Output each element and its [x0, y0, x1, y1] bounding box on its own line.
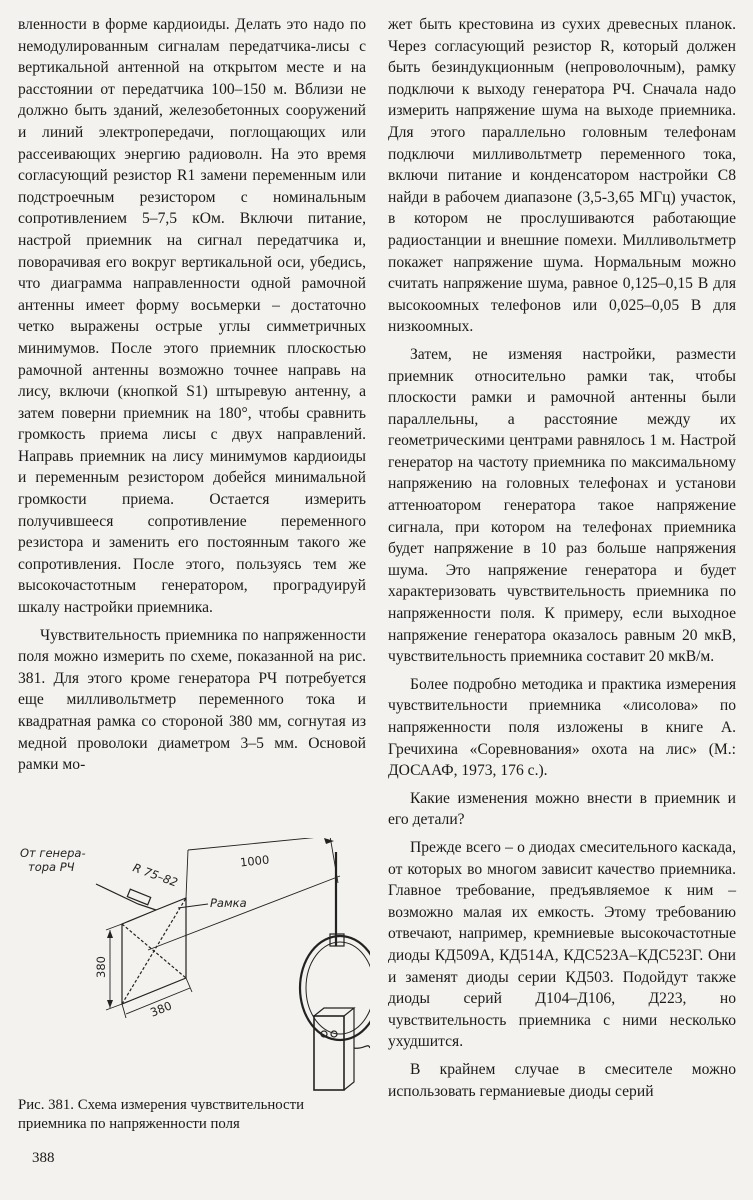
label-from-generator-2: тора РЧ: [28, 860, 75, 874]
right-column: [388, 14, 736, 1102]
generator-lead: [96, 884, 156, 910]
paragraph: Более подробно методика и практика измерения чувствительности приемника «лисолова» по напряженности поля изложены в книге А. Гречихина «Соревнования» охота на лис» (М.: ДОСААФ, 1973, 176 с.).: [388, 675, 736, 780]
loop-antenna: [300, 936, 370, 1040]
label-side-horizontal: 380: [148, 998, 174, 1020]
label-side-vertical: 380: [93, 956, 108, 978]
figure-381: [18, 838, 370, 1098]
label-distance: 1000: [239, 852, 270, 870]
page-number: 388: [32, 1150, 55, 1166]
label-resistor: R 75–82: [131, 860, 180, 890]
paragraph: Какие изменения можно внести в приемник и его детали?: [388, 789, 736, 829]
paragraph: жет быть крестовина из сухих древесных планок. Через согласующий резистор R, который должен быть безиндукционным (непроволочным), рамку подключи к выходу генератора РЧ. Сначала надо измерить напряжение шума на выходе приемника. Для этого параллельно головным телефонам подключи милливольтметр переменного тока, включи питание и конденсатором настройки С8 найди в рабочем диапазоне (3,5-3,65 МГц) участок, в котором не прослушиваются работающие радиостанции и внешние помехи. Милливольтметр покажет напряжение шума. Нормальным можно считать напряжение шума, равное 0,125–0,15 В для высокоомных телефонов или 0,025–0,05 В для низкоомных.: [388, 16, 736, 336]
measurement-diagram: [18, 838, 370, 1098]
label-from-generator-1: От генера-: [20, 846, 86, 860]
label-frame: Рамка: [210, 896, 247, 910]
resistor-symbol: [127, 889, 150, 905]
paragraph: вленности в форме кардиоиды. Делать это надо по немодулированным сигналам передатчика-лисы с вертикальной антенной на открытом месте и на расстоянии от передатчика 100–150 м. Вблизи не должно быть зданий, железобетонных сооружений и линий электропередачи, поглощающих или рассеивающих энергию радиоволн. На это время согласующий резистор R1 замени переменным или подстроечным резистором с номинальным сопротивлением 5–7,5 кОм. Включи питание, настрой приемник на сигнал передатчика и, поворачивая его вокруг вертикальной оси, убедись, что диаграмма направленности одной рамочной антенны имеет форму восьмерки – достаточно четко выражены острые углы симметричных минимумов. После этого приемник плоскостью рамочной антенны возможно точнее направь на лису, включи (кнопкой S1) штыревую антенну, а затем поверни приемник на 180°, чтобы сравнить громкость приема лисы с двух направлений. Направь приемник на лису минимумов кардиоиды и переменным резистором добейся минимальной громкости приема. Остается измерить получившееся сопротивление переменного резистора и заменить его постоянным такого же сопротивления. После этого, пользуясь тем же высокочастотным генератором, проградуируй шкалу настройки приемника.: [18, 16, 366, 617]
left-column: [18, 14, 366, 776]
paragraph: Прежде всего – о диодах смесительного каскада, от которых во многом зависит качество приемника. Главное требование, предъявляемое к ним – возможно малая их емкость. Этому требованию отвечают, например, кремниевые высокочастотные диоды КД509А, КД514А, КДС523А–КДС523Г. Они и заменят диоды серии КД503. Подойдут также диоды серий Д104–Д106, Д223, но чувствительность приемника с ними несколько ухудшится.: [388, 838, 736, 1051]
paragraph: Чувствительность приемника по напряженности поля можно измерить по схеме, показанной на рис. 381. Для этого кроме генератора РЧ потребуется еще милливольтметр переменного тока и квадратная рамка со стороной 380 мм, согнутая из медной проволоки диаметром 3–5 мм. Основой рамки мо-: [18, 626, 366, 774]
paragraph: Затем, не изменяя настройки, размести приемник относительно рамки так, чтобы плоскости рамки и рамочной антенны были параллельны, а расстояние между их геометрическими центрами равнялось 1 м. Настрой генератор на частоту приемника по максимальному напряжению на головных телефонах и установи аттенюатором генератора такое напряжение сигнала, при котором на телефонах приемника будет напряжение в 10 раз больше напряжения шума. Это напряжение генератора и будет характеризовать чувствительность приемника по напряженности поля. К примеру, если выходное напряжение генератора оказалось равным 20 мкВ, чувствительность приемника составит 20 мкВ/м.: [388, 345, 736, 666]
receiver-body: [314, 1016, 344, 1090]
figure-caption: Рис. 381. Схема измерения чувствительности приемника по напряженности поля: [18, 1097, 304, 1132]
paragraph: В крайнем случае в смесителе можно использовать германиевые диоды серий: [388, 1060, 736, 1100]
